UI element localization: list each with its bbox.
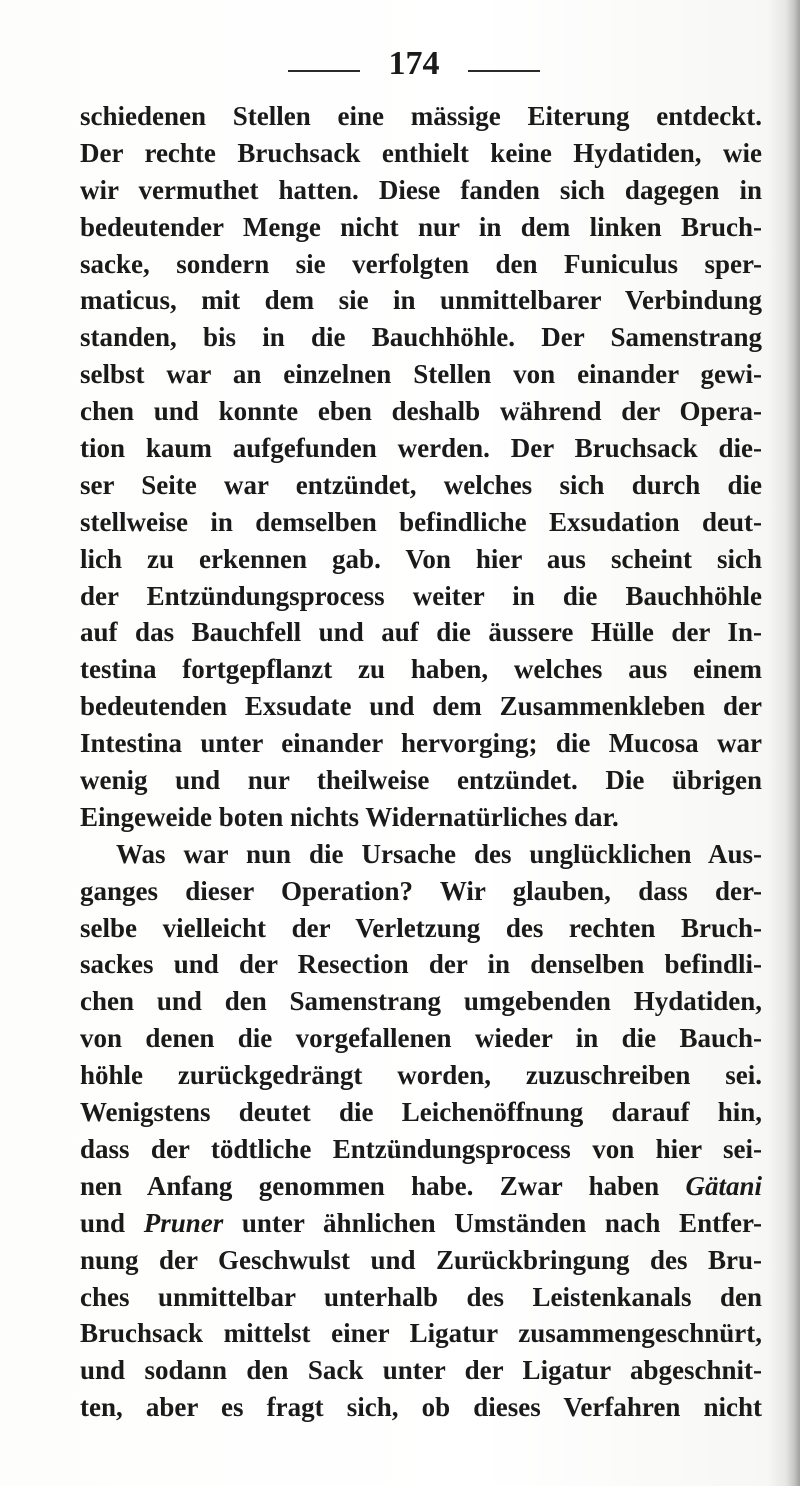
- text-segment: unter ähnlichen Umständen nach Entfer-: [241, 1207, 763, 1238]
- text-line: ser Seite war entzündet, welches sich durch die: [80, 469, 762, 500]
- text-line: höhle zurückgedrängt worden, zuzuschreiben sei.: [80, 1060, 762, 1091]
- text-line-with-name: [80, 1168, 762, 1205]
- text-line: Wenigstens deutet die Leichenöffnung darauf hin,: [80, 1097, 762, 1128]
- text-line: stellweise in demselben befindliche Exsudation deut-: [80, 506, 762, 537]
- text-line-with-name: [80, 1205, 762, 1242]
- text-line: Intestina unter einander hervorging; die Mucosa war: [80, 728, 762, 759]
- header-rule-right: [468, 70, 540, 72]
- page-number: 174: [388, 45, 440, 82]
- text-line: Der rechte Bruchsack enthielt keine Hydatiden, wie: [80, 137, 762, 168]
- text-line: ganges dieser Operation? Wir glauben, dass der-: [80, 875, 762, 906]
- page-header: [0, 40, 800, 80]
- text-line: selbe vielleicht der Verletzung des rechten Bruch-: [80, 912, 762, 943]
- author-name-gaetani: Gätani: [685, 1170, 762, 1201]
- text-line: dass der tödtliche Entzündungsprocess von hier sei-: [80, 1133, 762, 1164]
- header-rule-left: [288, 70, 360, 72]
- text-segment: und: [80, 1207, 126, 1238]
- body-text: [80, 98, 762, 1426]
- text-line: sackes und der Resection der in denselben befindli-: [80, 949, 762, 980]
- text-segment: nen Anfang genommen habe. Zwar haben: [80, 1170, 660, 1201]
- text-line: wenig und nur theilweise entzündet. Die übrigen: [80, 765, 762, 796]
- text-line: testina fortgepflanzt zu haben, welches aus einem: [80, 654, 762, 685]
- text-line: ten, aber es fragt sich, ob dieses Verfahren nicht: [80, 1392, 762, 1423]
- text-line: schiedenen Stellen eine mässige Eiterung entdeckt.: [80, 101, 762, 131]
- text-line: Bruchsack mittelst einer Ligatur zusammengeschnürt,: [80, 1318, 762, 1349]
- author-name-pruner: Pruner: [143, 1207, 224, 1238]
- text-line: von denen die vorgefallenen wieder in die Bauch-: [80, 1023, 762, 1054]
- text-line-paragraph-end: Eingeweide boten nichts Widernatürliches dar.: [80, 801, 619, 832]
- text-line: chen und konnte eben deshalb während der Opera-: [80, 396, 762, 427]
- text-line: lich zu erkennen gab. Von hier aus scheint sich: [80, 543, 762, 574]
- text-line: und sodann den Sack unter der Ligatur abgeschnit-: [80, 1355, 762, 1386]
- text-line: ches unmittelbar unterhalb des Leistenkanals den: [80, 1281, 762, 1312]
- text-line: nung der Geschwulst und Zurückbringung des Bru-: [80, 1244, 762, 1275]
- text-line: der Entzündungsprocess weiter in die Bauchhöhle: [80, 580, 762, 611]
- text-line: maticus, mit dem sie in unmittelbarer Verbindung: [80, 285, 762, 316]
- text-line: chen und den Samenstrang umgebenden Hydatiden,: [80, 986, 762, 1017]
- text-line: standen, bis in die Bauchhöhle. Der Samenstrang: [80, 322, 762, 353]
- text-line: wir vermuthet hatten. Diese fanden sich dagegen in: [80, 174, 762, 205]
- text-line-paragraph-start: Was war nun die Ursache des unglücklichen Aus-: [116, 838, 762, 869]
- text-line: auf das Bauchfell und auf die äussere Hülle der In-: [80, 617, 762, 648]
- text-line: sacke, sondern sie verfolgten den Funiculus sper-: [80, 248, 762, 279]
- text-line: bedeutenden Exsudate und dem Zusammenkleben der: [80, 691, 762, 722]
- text-line: selbst war an einzelnen Stellen von einander gewi-: [80, 359, 762, 390]
- page-edge-shadow: [786, 0, 800, 1486]
- text-line: tion kaum aufgefunden werden. Der Bruchsack die-: [80, 433, 762, 464]
- text-line: bedeutender Menge nicht nur in dem linken Bruch-: [80, 211, 762, 242]
